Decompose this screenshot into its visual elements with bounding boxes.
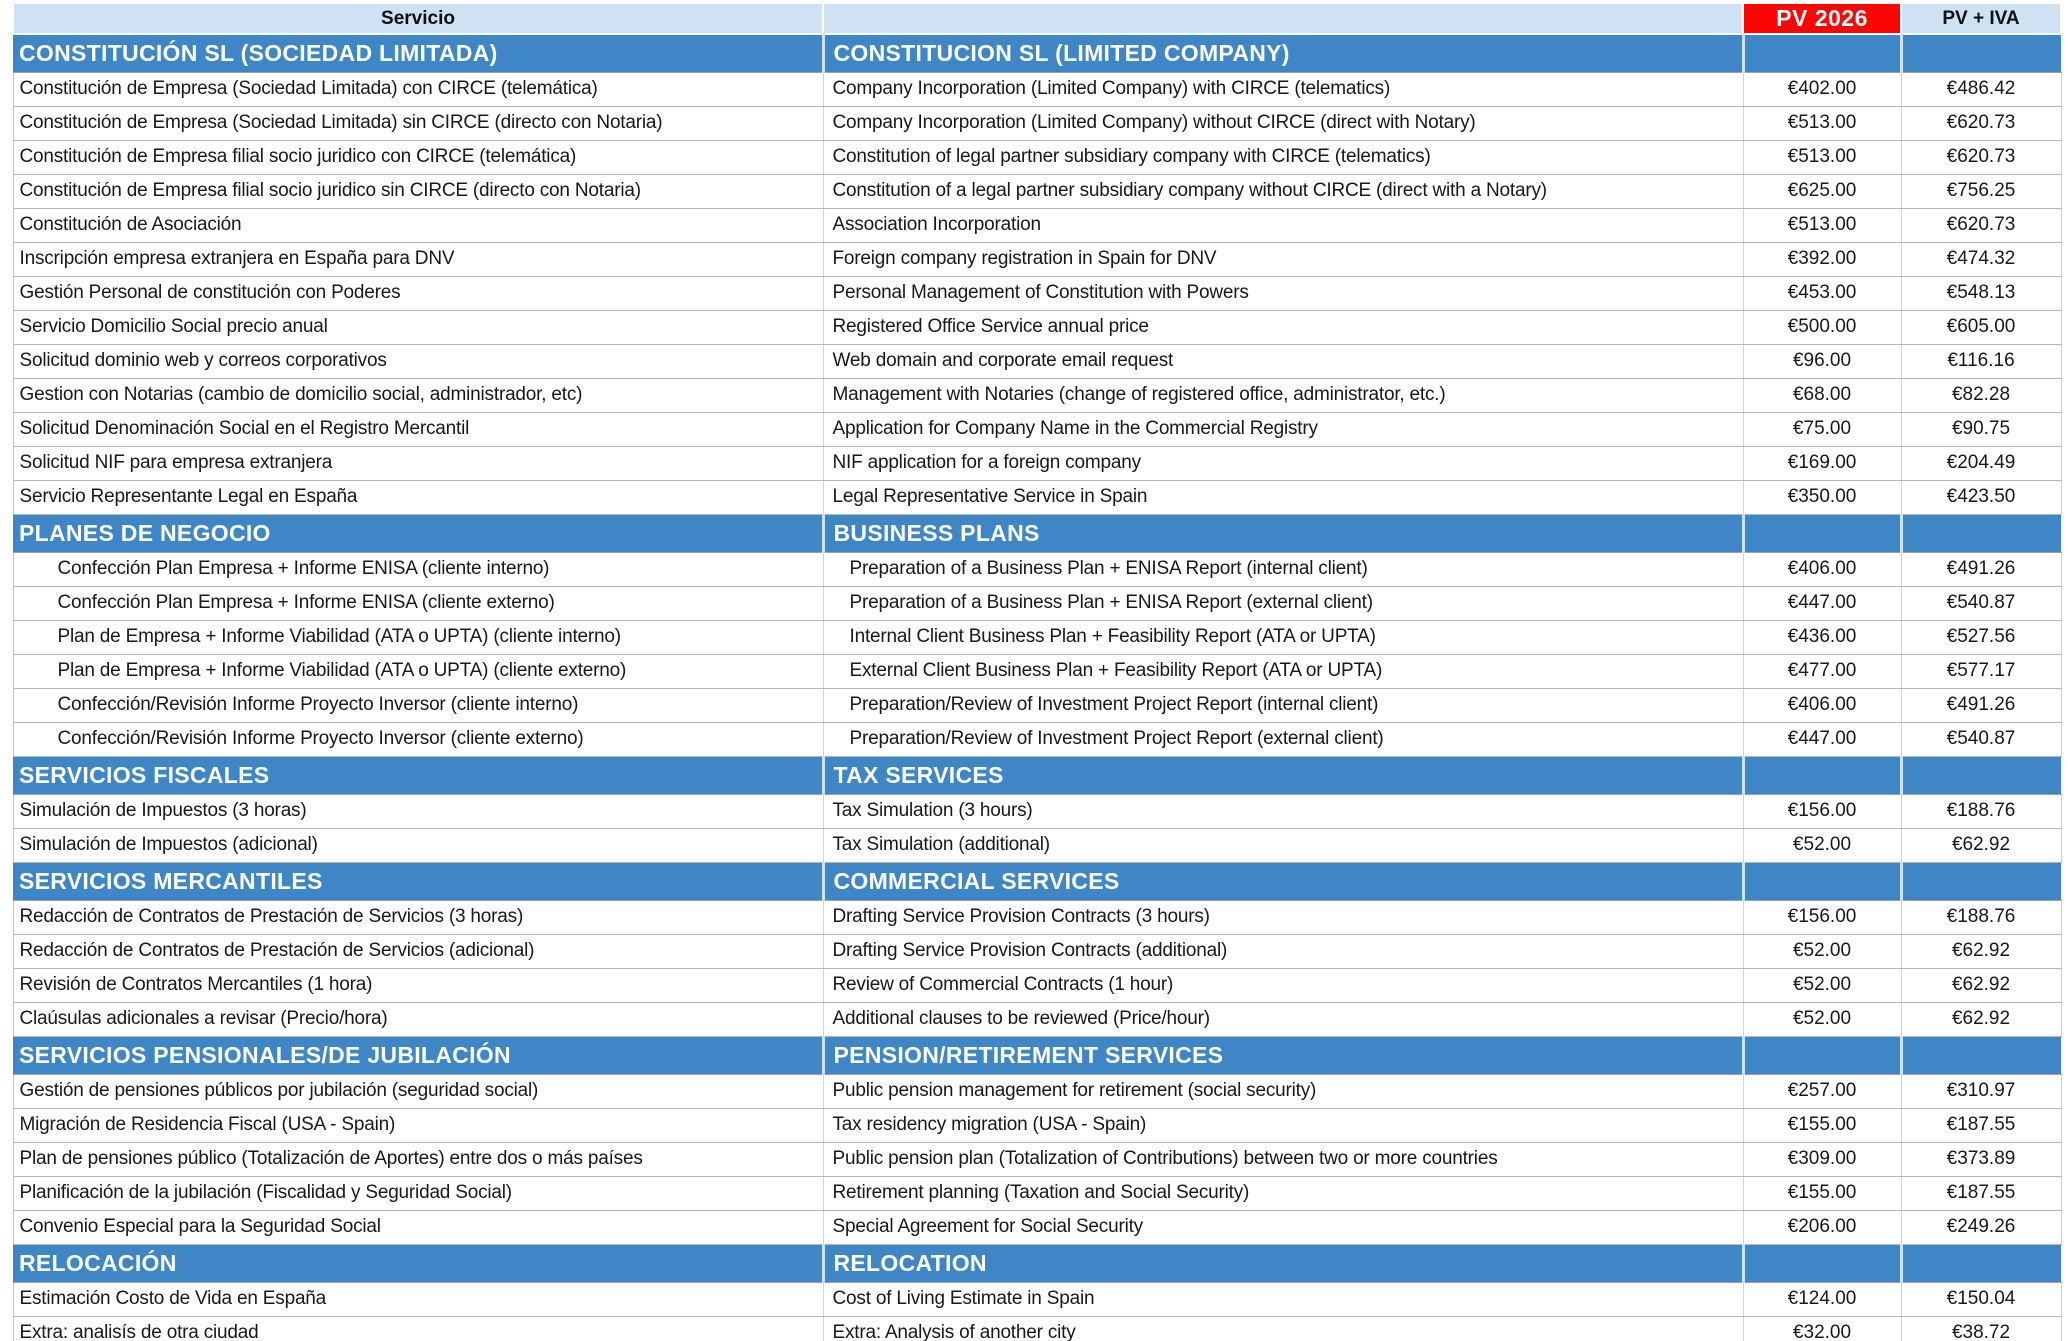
service-name-en: Legal Representative Service in Spain (823, 480, 1743, 514)
service-name-en: NIF application for a foreign company (823, 446, 1743, 480)
price-pv-iva: €204.49 (1901, 446, 2061, 480)
price-pv-2026: €513.00 (1743, 208, 1901, 242)
service-name-es: Servicio Domicilio Social precio anual (13, 310, 823, 344)
service-name-es: Constitución de Empresa (Sociedad Limitada) sin CIRCE (directo con Notaria) (13, 106, 823, 140)
section-pv-empty-cell (1743, 514, 1901, 552)
section-header-row (13, 1036, 2061, 1074)
service-name-es: Planificación de la jubilación (Fiscalidad y Seguridad Social) (13, 1176, 823, 1210)
price-pv-2026: €447.00 (1743, 586, 1901, 620)
table-row (13, 72, 2061, 106)
table-row (13, 1316, 2061, 1341)
service-name-es: Inscripción empresa extranjera en España para DNV (13, 242, 823, 276)
price-table (12, 2, 2062, 1341)
price-pv-iva: €756.25 (1901, 174, 2061, 208)
price-pv-2026: €75.00 (1743, 412, 1901, 446)
table-row (13, 934, 2061, 968)
service-name-es: Confección/Revisión Informe Proyecto Inversor (cliente interno) (13, 688, 823, 722)
section-iva-empty-cell (1901, 34, 2061, 72)
price-pv-2026: €309.00 (1743, 1142, 1901, 1176)
section-iva-empty-cell (1901, 756, 2061, 794)
price-pv-2026: €513.00 (1743, 106, 1901, 140)
table-row (13, 1002, 2061, 1036)
service-name-en: Extra: Analysis of another city (823, 1316, 1743, 1341)
service-name-es: Redacción de Contratos de Prestación de Servicios (3 horas) (13, 900, 823, 934)
service-name-en: Special Agreement for Social Security (823, 1210, 1743, 1244)
service-name-en: Preparation/Review of Investment Project Report (internal client) (823, 688, 1743, 722)
service-name-es: Estimación Costo de Vida en España (13, 1282, 823, 1316)
section-title-en: TAX SERVICES (823, 756, 1743, 794)
service-name-en: Personal Management of Constitution with Powers (823, 276, 1743, 310)
service-name-en: Preparation of a Business Plan + ENISA Report (external client) (823, 586, 1743, 620)
price-pv-2026: €436.00 (1743, 620, 1901, 654)
section-title-en: CONSTITUCION SL (LIMITED COMPANY) (823, 34, 1743, 72)
section-pv-empty-cell (1743, 1036, 1901, 1074)
price-pv-iva: €62.92 (1901, 1002, 2061, 1036)
service-name-es: Simulación de Impuestos (adicional) (13, 828, 823, 862)
price-pv-iva: €188.76 (1901, 794, 2061, 828)
service-name-es: Constitución de Empresa filial socio juridico con CIRCE (telemática) (13, 140, 823, 174)
price-pv-2026: €206.00 (1743, 1210, 1901, 1244)
service-name-en: Company Incorporation (Limited Company) with CIRCE (telematics) (823, 72, 1743, 106)
price-pv-2026: €402.00 (1743, 72, 1901, 106)
price-pv-2026: €156.00 (1743, 794, 1901, 828)
price-table-body (13, 34, 2061, 1341)
section-header-row (13, 862, 2061, 900)
price-pv-iva: €486.42 (1901, 72, 2061, 106)
service-name-en: Foreign company registration in Spain for DNV (823, 242, 1743, 276)
table-row (13, 242, 2061, 276)
table-row (13, 1282, 2061, 1316)
service-name-en: Cost of Living Estimate in Spain (823, 1282, 1743, 1316)
price-pv-iva: €310.97 (1901, 1074, 2061, 1108)
service-name-en: Review of Commercial Contracts (1 hour) (823, 968, 1743, 1002)
section-title-en: COMMERCIAL SERVICES (823, 862, 1743, 900)
section-pv-empty-cell (1743, 756, 1901, 794)
service-name-es: Redacción de Contratos de Prestación de Servicios (adicional) (13, 934, 823, 968)
section-title-en: BUSINESS PLANS (823, 514, 1743, 552)
price-pv-iva: €150.04 (1901, 1282, 2061, 1316)
section-header-row (13, 1244, 2061, 1282)
price-pv-iva: €540.87 (1901, 586, 2061, 620)
service-name-es: Confección Plan Empresa + Informe ENISA (cliente interno) (13, 552, 823, 586)
section-title-en: RELOCATION (823, 1244, 1743, 1282)
price-pv-iva: €187.55 (1901, 1108, 2061, 1142)
price-pv-2026: €447.00 (1743, 722, 1901, 756)
service-name-es: Constitución de Asociación (13, 208, 823, 242)
price-pv-2026: €453.00 (1743, 276, 1901, 310)
service-name-en: Internal Client Business Plan + Feasibility Report (ATA or UPTA) (823, 620, 1743, 654)
table-row (13, 412, 2061, 446)
table-row (13, 344, 2061, 378)
price-pv-iva: €423.50 (1901, 480, 2061, 514)
price-pv-2026: €257.00 (1743, 1074, 1901, 1108)
table-row (13, 722, 2061, 756)
service-name-en: External Client Business Plan + Feasibility Report (ATA or UPTA) (823, 654, 1743, 688)
service-name-es: Simulación de Impuestos (3 horas) (13, 794, 823, 828)
table-row (13, 1074, 2061, 1108)
price-pv-2026: €350.00 (1743, 480, 1901, 514)
service-name-es: Gestión de pensiones públicos por jubilación (seguridad social) (13, 1074, 823, 1108)
price-pv-iva: €577.17 (1901, 654, 2061, 688)
table-row (13, 620, 2061, 654)
section-title-es: SERVICIOS MERCANTILES (13, 862, 823, 900)
table-row (13, 900, 2061, 934)
service-name-es: Plan de Empresa + Informe Viabilidad (ATA o UPTA) (cliente externo) (13, 654, 823, 688)
service-name-es: Gestion con Notarias (cambio de domicilio social, administrador, etc) (13, 378, 823, 412)
section-header-row (13, 756, 2061, 794)
price-pv-iva: €90.75 (1901, 412, 2061, 446)
price-pv-iva: €491.26 (1901, 552, 2061, 586)
price-pv-iva: €249.26 (1901, 1210, 2061, 1244)
column-header-pv2026: PV 2026 (1743, 3, 1901, 34)
service-name-en: Drafting Service Provision Contracts (3 hours) (823, 900, 1743, 934)
service-name-es: Plan de Empresa + Informe Viabilidad (ATA o UPTA) (cliente interno) (13, 620, 823, 654)
service-name-es: Confección Plan Empresa + Informe ENISA (cliente externo) (13, 586, 823, 620)
price-pv-2026: €156.00 (1743, 900, 1901, 934)
service-name-es: Solicitud Denominación Social en el Registro Mercantil (13, 412, 823, 446)
section-title-es: PLANES DE NEGOCIO (13, 514, 823, 552)
price-pv-iva: €38.72 (1901, 1316, 2061, 1341)
service-name-es: Confección/Revisión Informe Proyecto Inversor (cliente externo) (13, 722, 823, 756)
service-name-en: Tax Simulation (additional) (823, 828, 1743, 862)
price-pv-iva: €548.13 (1901, 276, 2061, 310)
service-name-es: Servicio Representante Legal en España (13, 480, 823, 514)
service-name-en: Drafting Service Provision Contracts (additional) (823, 934, 1743, 968)
service-name-en: Company Incorporation (Limited Company) without CIRCE (direct with Notary) (823, 106, 1743, 140)
price-pv-iva: €620.73 (1901, 106, 2061, 140)
section-title-es: SERVICIOS FISCALES (13, 756, 823, 794)
price-pv-iva: €187.55 (1901, 1176, 2061, 1210)
price-pv-2026: €52.00 (1743, 968, 1901, 1002)
price-pv-2026: €155.00 (1743, 1176, 1901, 1210)
section-title-es: CONSTITUCIÓN SL (SOCIEDAD LIMITADA) (13, 34, 823, 72)
price-pv-iva: €620.73 (1901, 140, 2061, 174)
table-row (13, 378, 2061, 412)
table-row (13, 654, 2061, 688)
price-pv-2026: €625.00 (1743, 174, 1901, 208)
price-pv-iva: €491.26 (1901, 688, 2061, 722)
service-name-en: Public pension plan (Totalization of Contributions) between two or more countries (823, 1142, 1743, 1176)
section-header-row (13, 514, 2061, 552)
price-pv-iva: €62.92 (1901, 828, 2061, 862)
price-pv-2026: €68.00 (1743, 378, 1901, 412)
section-title-es: RELOCACIÓN (13, 1244, 823, 1282)
price-pv-iva: €62.92 (1901, 934, 2061, 968)
service-name-es: Extra: analisís de otra ciudad (13, 1316, 823, 1341)
section-pv-empty-cell (1743, 1244, 1901, 1282)
price-pv-2026: €406.00 (1743, 688, 1901, 722)
price-pv-2026: €96.00 (1743, 344, 1901, 378)
section-iva-empty-cell (1901, 1036, 2061, 1074)
price-pv-2026: €392.00 (1743, 242, 1901, 276)
price-pv-iva: €373.89 (1901, 1142, 2061, 1176)
price-pv-2026: €124.00 (1743, 1282, 1901, 1316)
table-row (13, 174, 2061, 208)
service-name-en: Additional clauses to be reviewed (Price/hour) (823, 1002, 1743, 1036)
price-pv-iva: €116.16 (1901, 344, 2061, 378)
table-row (13, 968, 2061, 1002)
price-pv-iva: €474.32 (1901, 242, 2061, 276)
service-name-es: Migración de Residencia Fiscal (USA - Spain) (13, 1108, 823, 1142)
service-name-en: Tax Simulation (3 hours) (823, 794, 1743, 828)
service-name-en: Application for Company Name in the Commercial Registry (823, 412, 1743, 446)
service-name-en: Constitution of a legal partner subsidiary company without CIRCE (direct with a Notary) (823, 174, 1743, 208)
table-row (13, 1210, 2061, 1244)
section-pv-empty-cell (1743, 34, 1901, 72)
price-pv-iva: €620.73 (1901, 208, 2061, 242)
column-header-servicio: Servicio (13, 3, 823, 34)
price-pv-2026: €406.00 (1743, 552, 1901, 586)
service-name-en: Association Incorporation (823, 208, 1743, 242)
service-name-es: Solicitud NIF para empresa extranjera (13, 446, 823, 480)
price-pv-iva: €540.87 (1901, 722, 2061, 756)
service-name-es: Gestión Personal de constitución con Poderes (13, 276, 823, 310)
table-row (13, 310, 2061, 344)
service-name-en: Preparation/Review of Investment Project Report (external client) (823, 722, 1743, 756)
price-pv-iva: €62.92 (1901, 968, 2061, 1002)
price-pv-2026: €169.00 (1743, 446, 1901, 480)
service-name-es: Solicitud dominio web y correos corporativos (13, 344, 823, 378)
table-row (13, 1142, 2061, 1176)
service-name-en: Public pension management for retirement (social security) (823, 1074, 1743, 1108)
section-pv-empty-cell (1743, 862, 1901, 900)
service-name-es: Constitución de Empresa (Sociedad Limitada) con CIRCE (telemática) (13, 72, 823, 106)
table-row (13, 1176, 2061, 1210)
service-name-en: Registered Office Service annual price (823, 310, 1743, 344)
service-name-es: Revisión de Contratos Mercantiles (1 hora) (13, 968, 823, 1002)
column-header-english (823, 3, 1743, 34)
table-row (13, 688, 2061, 722)
section-iva-empty-cell (1901, 1244, 2061, 1282)
service-name-en: Web domain and corporate email request (823, 344, 1743, 378)
table-row (13, 276, 2061, 310)
column-header-pv-iva: PV + IVA (1901, 3, 2061, 34)
price-pv-2026: €477.00 (1743, 654, 1901, 688)
table-header-row (13, 3, 2061, 34)
section-title-en: PENSION/RETIREMENT SERVICES (823, 1036, 1743, 1074)
service-name-es: Convenio Especial para la Seguridad Social (13, 1210, 823, 1244)
service-name-en: Preparation of a Business Plan + ENISA Report (internal client) (823, 552, 1743, 586)
section-title-es: SERVICIOS PENSIONALES/DE JUBILACIÓN (13, 1036, 823, 1074)
price-pv-2026: €32.00 (1743, 1316, 1901, 1341)
table-row (13, 828, 2061, 862)
price-pv-iva: €527.56 (1901, 620, 2061, 654)
price-pv-iva: €188.76 (1901, 900, 2061, 934)
section-header-row (13, 34, 2061, 72)
table-row (13, 552, 2061, 586)
table-row (13, 1108, 2061, 1142)
table-row (13, 446, 2061, 480)
price-pv-2026: €52.00 (1743, 934, 1901, 968)
price-pv-2026: €500.00 (1743, 310, 1901, 344)
price-pv-2026: €513.00 (1743, 140, 1901, 174)
price-pv-2026: €52.00 (1743, 828, 1901, 862)
service-name-en: Constitution of legal partner subsidiary company with CIRCE (telematics) (823, 140, 1743, 174)
table-row (13, 208, 2061, 242)
table-row (13, 140, 2061, 174)
section-iva-empty-cell (1901, 514, 2061, 552)
table-row (13, 794, 2061, 828)
price-pv-iva: €82.28 (1901, 378, 2061, 412)
service-name-en: Management with Notaries (change of registered office, administrator, etc.) (823, 378, 1743, 412)
service-name-es: Claúsulas adicionales a revisar (Precio/hora) (13, 1002, 823, 1036)
price-pv-2026: €52.00 (1743, 1002, 1901, 1036)
service-name-en: Retirement planning (Taxation and Social Security) (823, 1176, 1743, 1210)
service-name-es: Plan de pensiones público (Totalización de Aportes) entre dos o más países (13, 1142, 823, 1176)
price-pv-iva: €605.00 (1901, 310, 2061, 344)
section-iva-empty-cell (1901, 862, 2061, 900)
table-row (13, 106, 2061, 140)
table-row (13, 480, 2061, 514)
table-row (13, 586, 2061, 620)
service-name-es: Constitución de Empresa filial socio juridico sin CIRCE (directo con Notaria) (13, 174, 823, 208)
price-pv-2026: €155.00 (1743, 1108, 1901, 1142)
service-name-en: Tax residency migration (USA - Spain) (823, 1108, 1743, 1142)
